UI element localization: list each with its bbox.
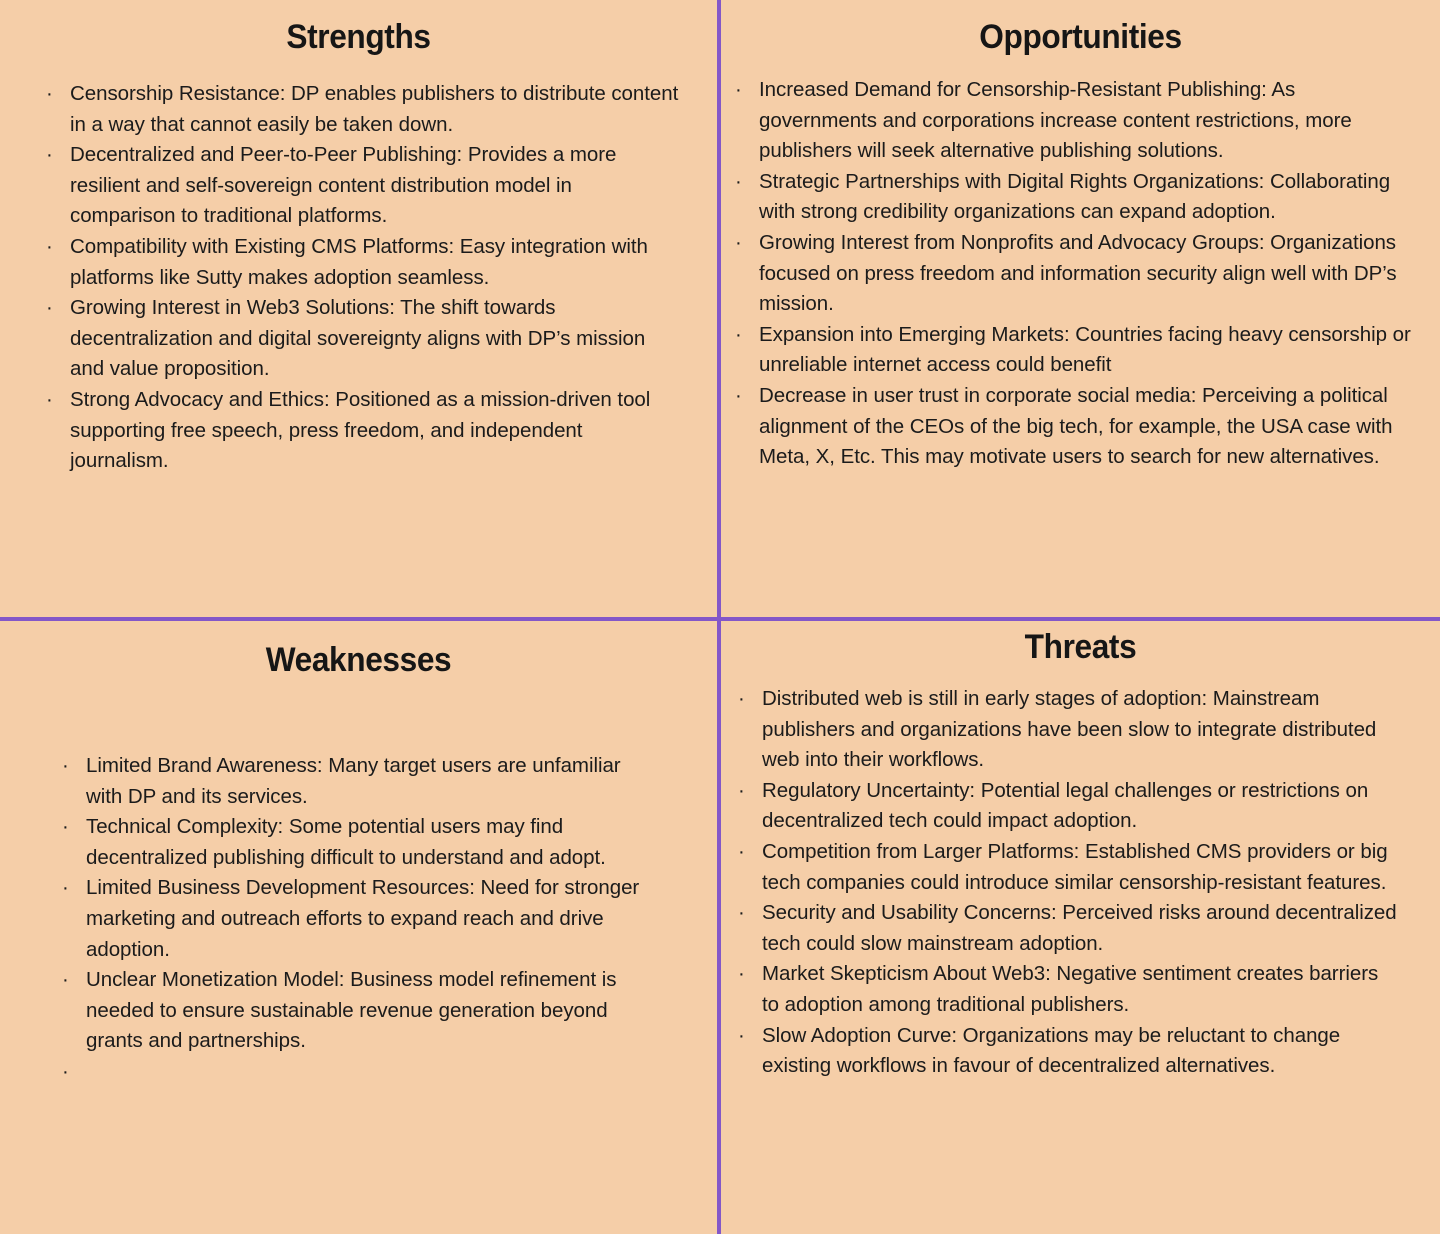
list-item xyxy=(738,1021,1398,1082)
list-item-text: Decentralized and Peer-to-Peer Publishing: Provides a more resilient and self-sovereign content distribution model in comparison to traditional platforms. xyxy=(70,143,617,228)
bullet-icon: · xyxy=(62,815,69,839)
list-item xyxy=(738,898,1398,959)
list-item xyxy=(62,965,662,1057)
list-item xyxy=(46,140,681,232)
list-item xyxy=(738,837,1398,898)
list-item xyxy=(735,381,1411,473)
threats-title: Threats xyxy=(1024,628,1137,666)
list-item xyxy=(735,228,1411,320)
list-item-text: Compatibility with Existing CMS Platforms: Easy integration with platforms like Sutty makes adoption seamless. xyxy=(70,234,648,289)
quadrant-strengths xyxy=(0,0,717,617)
list-item xyxy=(62,751,662,812)
list-item xyxy=(735,75,1411,167)
threats-list xyxy=(738,684,1398,1082)
list-item xyxy=(738,959,1398,1020)
list-item-text: Regulatory Uncertainty: Potential legal challenges or restrictions on decentralized tech could impact adoption. xyxy=(762,778,1369,833)
list-item-text: Decrease in user trust in corporate social media: Perceiving a political alignment of the CEOs of the big tech, for example, the USA case with Meta, X, Etc. This may motivate users to search for new alternatives. xyxy=(759,383,1393,469)
list-item-text: Competition from Larger Platforms: Established CMS providers or big tech companies could introduce similar censorship-resistant features. xyxy=(762,839,1388,894)
list-item-text: Strong Advocacy and Ethics: Positioned as a mission-driven tool supporting free speech, press freedom, and independent journalism. xyxy=(70,387,651,473)
bullet-icon: · xyxy=(46,234,53,258)
list-item-text: Distributed web is still in early stages of adoption: Mainstream publishers and organizations have been slow to integrate distributed web into their workflows. xyxy=(762,687,1377,772)
list-item-text: Censorship Resistance: DP enables publishers to distribute content in a way that cannot easily be taken down. xyxy=(70,82,679,136)
opportunities-title: Opportunities xyxy=(979,18,1182,56)
bullet-icon: · xyxy=(62,968,69,992)
bullet-icon: · xyxy=(738,962,745,986)
list-item-text: Security and Usability Concerns: Perceived risks around decentralized tech could slow mainstream adoption. xyxy=(762,901,1397,955)
bullet-icon: · xyxy=(62,876,69,900)
bullet-icon: · xyxy=(62,754,69,777)
bullet-icon: · xyxy=(62,1059,69,1083)
list-item xyxy=(735,167,1411,228)
list-item xyxy=(46,79,681,140)
strengths-title: Strengths xyxy=(286,18,431,56)
bullet-icon: · xyxy=(735,230,742,254)
bullet-icon: · xyxy=(46,143,53,167)
list-item xyxy=(62,873,662,965)
list-item xyxy=(735,320,1411,381)
list-item-text: Growing Interest from Nonprofits and Advocacy Groups: Organizations focused on press freedom and information security align well with DP’s mission. xyxy=(759,230,1397,316)
list-item xyxy=(46,293,681,385)
bullet-icon: · xyxy=(735,322,742,346)
list-item xyxy=(738,776,1398,837)
list-item-text: Slow Adoption Curve: Organizations may be reluctant to change existing workflows in favour of decentralized alternatives. xyxy=(762,1023,1341,1078)
list-item-text: Expansion into Emerging Markets: Countries facing heavy censorship or unreliable internet access could benefit xyxy=(759,322,1411,377)
bullet-icon: · xyxy=(735,78,742,101)
bullet-icon: · xyxy=(46,82,53,105)
list-item-text: Market Skepticism About Web3: Negative sentiment creates barriers to adoption among traditional publishers. xyxy=(762,962,1379,1016)
bullet-icon: · xyxy=(46,296,53,320)
quadrant-opportunities xyxy=(721,0,1440,617)
bullet-icon: · xyxy=(738,901,745,925)
weaknesses-list xyxy=(62,751,662,1083)
list-item xyxy=(62,812,662,873)
bullet-icon: · xyxy=(735,383,742,407)
list-item-text: Unclear Monetization Model: Business model refinement is needed to ensure sustainable revenue generation beyond grants and partnerships. xyxy=(86,968,617,1053)
bullet-icon: · xyxy=(46,387,53,411)
bullet-icon: · xyxy=(738,778,745,802)
bullet-icon: · xyxy=(738,839,745,863)
bullet-icon: · xyxy=(738,1023,745,1047)
list-item-text: Technical Complexity: Some potential users may find decentralized publishing difficult to understand and adopt. xyxy=(86,815,606,869)
list-item-text: Growing Interest in Web3 Solutions: The shift towards decentralization and digital sovereignty aligns with DP’s mission and value proposition. xyxy=(70,296,646,381)
list-item-text: Strategic Partnerships with Digital Rights Organizations: Collaborating with strong credibility organizations can expand adoption. xyxy=(759,169,1391,224)
quadrant-threats xyxy=(721,621,1440,1234)
list-item-text: Increased Demand for Censorship-Resistant Publishing: As governments and corporations increase content restrictions, more publishers will seek alternative publishing solutions. xyxy=(759,78,1352,163)
list-item-text: Limited Business Development Resources: Need for stronger marketing and outreach efforts to expand reach and drive adoption. xyxy=(86,876,640,961)
list-item-text: Limited Brand Awareness: Many target users are unfamiliar with DP and its services. xyxy=(86,754,621,808)
weaknesses-title: Weaknesses xyxy=(265,641,452,679)
strengths-list xyxy=(46,79,681,477)
opportunities-list xyxy=(735,75,1411,473)
list-item xyxy=(738,684,1398,776)
bullet-icon: · xyxy=(738,687,745,710)
list-item xyxy=(46,232,681,293)
horizontal-divider xyxy=(0,617,1440,621)
list-item xyxy=(46,385,681,477)
bullet-icon: · xyxy=(735,169,742,193)
quadrant-weaknesses xyxy=(0,621,717,1234)
